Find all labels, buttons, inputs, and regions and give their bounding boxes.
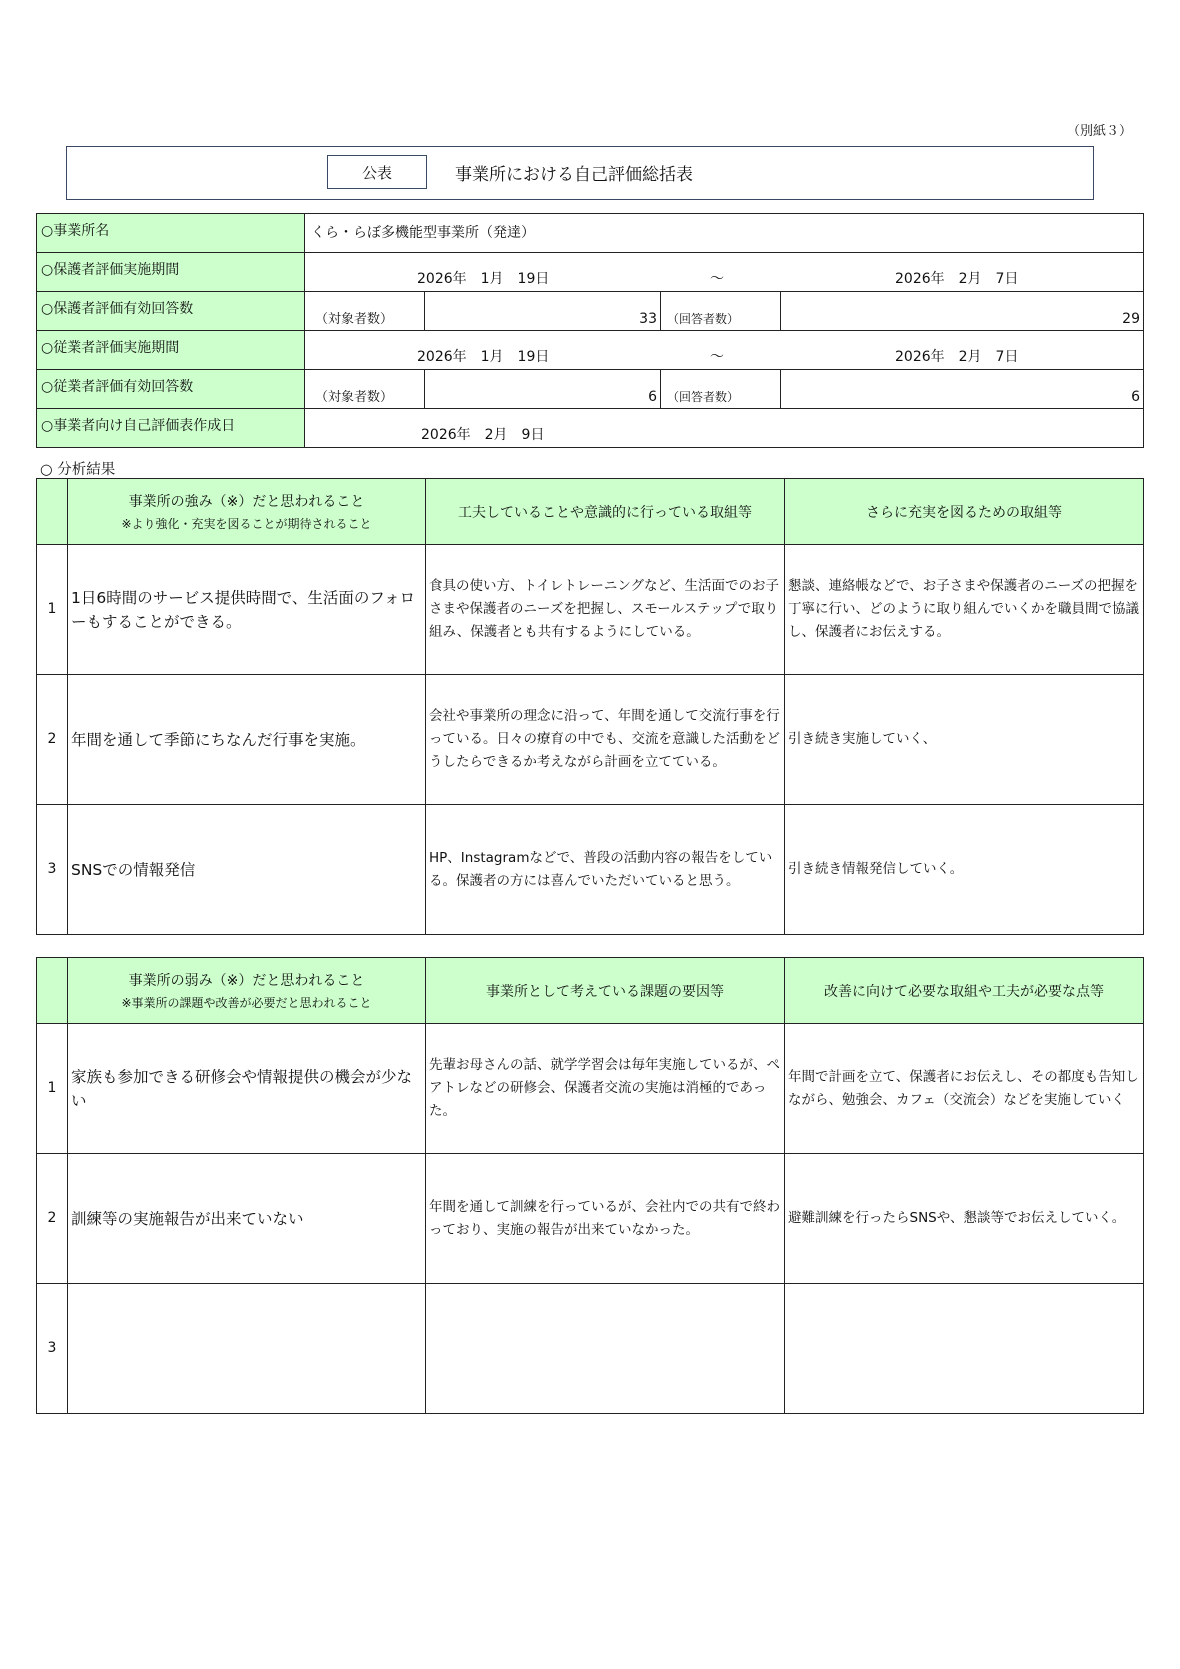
weaknesses-header-row — [37, 958, 1144, 1024]
guardian-period-label: ○保護者評価実施期間 — [37, 253, 305, 292]
analysis-section-label: ○ 分析結果 — [40, 462, 116, 478]
weakness-row — [37, 1154, 1144, 1284]
row-number: 1 — [37, 1024, 68, 1154]
weakness-item: 訓練等の実施報告が出来ていない — [68, 1154, 426, 1284]
weaknesses-col1-subtitle: ※事業所の課題や改善が必要だと思われること — [121, 996, 372, 1010]
row-number: 2 — [37, 675, 68, 805]
strength-row — [37, 675, 1144, 805]
staff-period-start: 2026年 1月 19日 — [417, 349, 550, 365]
num-header — [37, 958, 68, 1024]
weaknesses-col1-header — [68, 958, 426, 1024]
strength-row — [37, 805, 1144, 935]
staff-respondent-count: 6 — [781, 370, 1144, 409]
row-number: 3 — [37, 1284, 68, 1414]
staff-period-end: 2026年 2月 7日 — [895, 349, 1019, 365]
strengths-header-row — [37, 479, 1144, 545]
weaknesses-col2-header: 事業所として考えている課題の要因等 — [426, 958, 785, 1024]
row-number: 3 — [37, 805, 68, 935]
strengths-col2-header: 工夫していることや意識的に行っている取組等 — [426, 479, 785, 545]
guardian-target-label: （対象者数） — [305, 292, 425, 331]
weakness-cause — [426, 1284, 785, 1414]
guardian-period-separator: ～ — [710, 271, 724, 287]
weakness-row — [37, 1284, 1144, 1414]
row-number: 2 — [37, 1154, 68, 1284]
guardian-period-start: 2026年 1月 19日 — [417, 271, 550, 287]
weakness-improvement: 年間で計画を立て、保護者にお伝えし、その都度も告知しながら、勉強会、カフェ（交流会）などを実施していく — [785, 1024, 1144, 1154]
staff-period-separator: ～ — [710, 349, 724, 365]
staff-target-count: 6 — [425, 370, 661, 409]
guardian-period-end: 2026年 2月 7日 — [895, 271, 1019, 287]
strength-row — [37, 545, 1144, 675]
staff-period-label: ○従業者評価実施期間 — [37, 331, 305, 370]
strengths-col1-title: 事業所の強み（※）だと思われること — [128, 494, 365, 510]
created-date-label: ○事業者向け自己評価表作成日 — [37, 409, 305, 448]
strengths-col1-header — [68, 479, 426, 545]
info-row-staff-period — [37, 331, 1144, 370]
title-box — [66, 146, 1094, 200]
guardian-responses-label: ○保護者評価有効回答数 — [37, 292, 305, 331]
weaknesses-col1-title: 事業所の弱み（※）だと思われること — [128, 973, 365, 989]
strength-next-step: 引き続き情報発信していく。 — [785, 805, 1144, 935]
public-badge: 公表 — [327, 155, 427, 189]
weakness-cause: 年間を通して訓練を行っているが、会社内での共有で終わっており、実施の報告が出来ていなかった。 — [426, 1154, 785, 1284]
strengths-table — [36, 478, 1144, 935]
strengths-col3-header: さらに充実を図るための取組等 — [785, 479, 1144, 545]
weakness-improvement — [785, 1284, 1144, 1414]
strength-effort: HP、Instagramなどで、普段の活動内容の報告をしている。保護者の方には喜んでいただいていると思う。 — [426, 805, 785, 935]
info-row-guardian-responses — [37, 292, 1144, 331]
weaknesses-table — [36, 957, 1144, 1414]
weaknesses-col3-header: 改善に向けて必要な取組や工夫が必要な点等 — [785, 958, 1144, 1024]
strengths-col1-subtitle: ※より強化・充実を図ることが期待されること — [121, 517, 372, 531]
staff-respondent-label: （回答者数） — [661, 370, 781, 409]
staff-responses-label: ○従業者評価有効回答数 — [37, 370, 305, 409]
weakness-item — [68, 1284, 426, 1414]
weakness-item: 家族も参加できる研修会や情報提供の機会が少ない — [68, 1024, 426, 1154]
guardian-respondent-label: （回答者数） — [661, 292, 781, 331]
strength-next-step: 懇談、連絡帳などで、お子さまや保護者のニーズの把握を丁寧に行い、どのように取り組んでいくかを職員間で協議し、保護者にお伝えする。 — [785, 545, 1144, 675]
info-row-guardian-period — [37, 253, 1144, 292]
strength-effort: 食具の使い方、トイレトレーニングなど、生活面でのお子さまや保護者のニーズを把握し、スモールステップで取り組み、保護者とも共有するようにしている。 — [426, 545, 785, 675]
guardian-target-count: 33 — [425, 292, 661, 331]
weakness-cause: 先輩お母さんの話、就学学習会は毎年実施しているが、ペアトレなどの研修会、保護者交流の実施は消極的であった。 — [426, 1024, 785, 1154]
strength-effort: 会社や事業所の理念に沿って、年間を通して交流行事を行っている。日々の療育の中でも、交流を意識した活動をどうしたらできるか考えながら計画を立てている。 — [426, 675, 785, 805]
weakness-improvement: 避難訓練を行ったらSNSや、懇談等でお伝えしていく。 — [785, 1154, 1144, 1284]
info-row-created-date — [37, 409, 1144, 448]
weakness-row — [37, 1024, 1144, 1154]
attachment-label: （別紙３） — [1066, 124, 1132, 139]
strength-item: 1日6時間のサービス提供時間で、生活面のフォローもすることができる。 — [68, 545, 426, 675]
strength-item: SNSでの情報発信 — [68, 805, 426, 935]
info-row-staff-responses — [37, 370, 1144, 409]
guardian-respondent-count: 29 — [781, 292, 1144, 331]
page-title: 事業所における自己評価総括表 — [455, 165, 693, 185]
strength-next-step: 引き続き実施していく、 — [785, 675, 1144, 805]
created-date-value: 2026年 2月 9日 — [421, 427, 545, 443]
num-header — [37, 479, 68, 545]
row-number: 1 — [37, 545, 68, 675]
office-name-value: くら・らぼ多機能型事業所（発達） — [305, 214, 1144, 253]
strength-item: 年間を通して季節にちなんだ行事を実施。 — [68, 675, 426, 805]
info-row-office-name — [37, 214, 1144, 253]
staff-target-label: （対象者数） — [305, 370, 425, 409]
office-name-label: ○事業所名 — [37, 214, 305, 253]
office-info-table — [36, 213, 1144, 448]
